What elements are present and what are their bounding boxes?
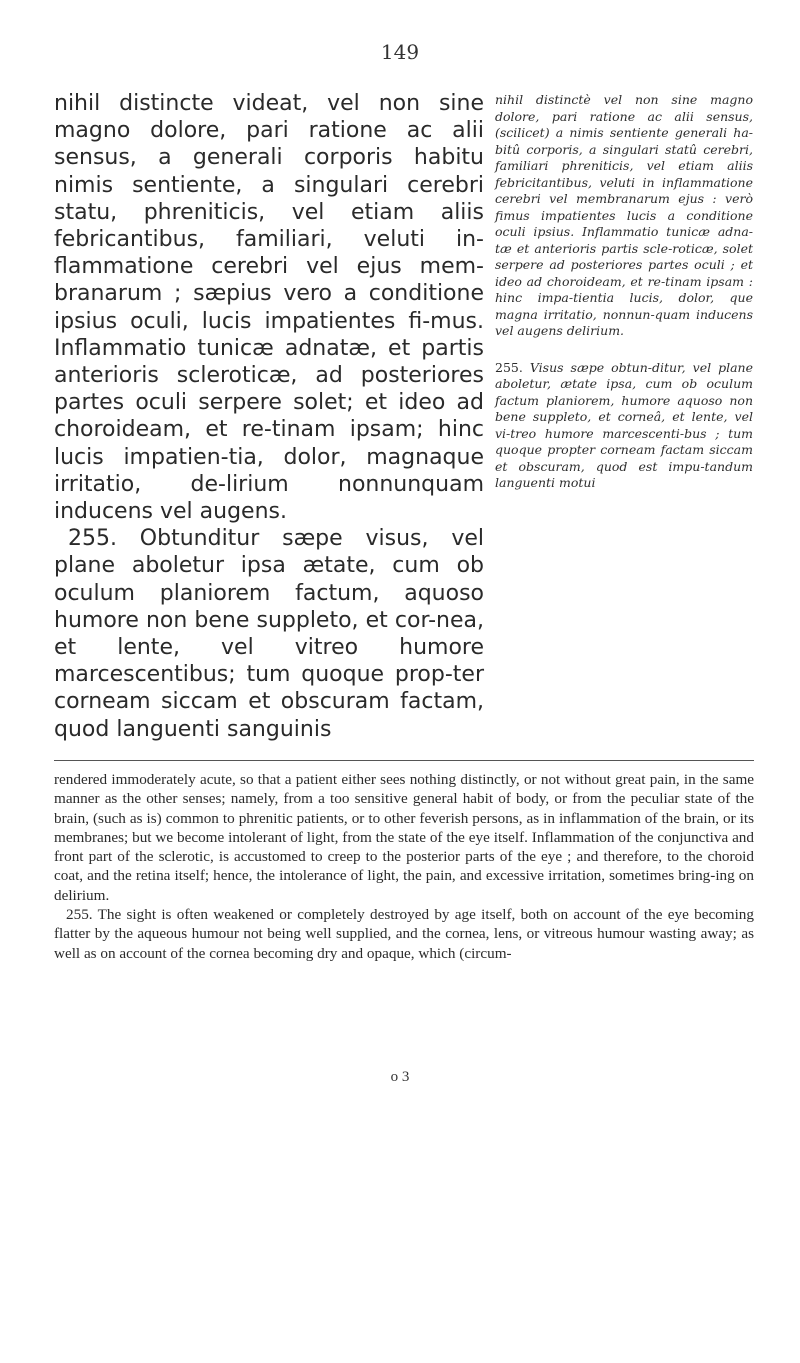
- translation-paragraph-1: rendered immoderately acute, so that a patient either sees nothing distinctly, or not without great pain, in the same manner as the other senses; namely, from a too sensitive general habit of body, or from the peculiar state of the brain, (such as is) common to phrenitic patients, or to other feverish persons, as in inflammation of the brain, or its membranes; but we become intolerant of light, from the state of the eye itself. Inflammation of the conjunctiva and front part of the sclerotic, is accustomed to creep to the posterior parts of the eye ; and therefore, to the choroid coat, and the retina itself; hence, the intolerance of light, the pain, and excessive irritation, sometimes bring-ing on delirium.: [54, 771, 754, 904]
- latin-ordo-column: [495, 92, 753, 492]
- page-number: 149: [380, 40, 420, 64]
- latin-paragraph-1: nihil distincte videat, vel non sine magno dolore, pari ratione ac alii sensus, a generali corporis habitu nimis sentiente, a singulari cerebri statu, phreniticis, vel etiam aliis febricantibus, familiari, veluti in-flammatione cerebri vel ejus mem-branarum ; sæpius vero a conditione ipsius oculi, lucis impatientes fi-mus. Inflammatio tunicæ adnatæ, et partis anterioris scleroticæ, ad posteriores partes oculi serpere solet; et ideo ad choroideam, et re-tinam ipsam; hinc lucis impatien-tia, dolor, magnaque irritatio, de-lirium nonnunquam inducens vel augens.: [54, 91, 484, 525]
- ordo-paragraph-1: nihil distinctè vel non sine magno dolore, pari ratione ac alii sensus, (scilicet) a nimis sentiente generali ha-bitû corporis, a singulari statû cerebri, familiari phreniticis, vel etiam aliis febricitantibus, veluti in inflammatione cerebri vel membranarum ejus : verò fimus impatientes lucis a conditione oculi ipsius. Inflammatio tunicæ adna-tæ et anterioris partis scle-roticæ, solet serpere ad posteriores partes oculi ; et ideo ad choroideam, et re-tinam ipsam : hinc impa-tientia lucis, dolor, que magna irritatio, nonnun-quam inducens vel augens delirium.: [495, 92, 753, 338]
- signature-mark: o 3: [390, 1069, 410, 1085]
- latin-paragraph-255: 255. Obtunditur sæpe visus, vel plane aboletur ipsa ætate, cum ob oculum planiorem factum, aquoso humore non bene suppleto, et cor-nea, et lente, vel vitreo humore marcescentibus; tum quoque prop-ter corneam siccam et obscuram factam, quod languenti sanguinis: [54, 526, 484, 742]
- latin-main-column: [54, 90, 484, 743]
- translation-paragraph-255: 255. The sight is often weakened or completely destroyed by age itself, both on account of the eye becoming flatter by the aqueous humour not being well supplied, and the cornea, lens, or vitreous humour wasting away; as well as on account of the cornea becoming dry and opaque, which (circum-: [54, 906, 754, 962]
- footnote-divider: [54, 760, 754, 761]
- ordo-paragraph-255-text: Visus sæpe obtun-ditur, vel plane aboletur, ætate ipsa, cum ob oculum factum planiorem, humore aquoso non bene suppleto, et corneâ, et lente, vel vi-treo humore marcescenti-bus ; tum quoque propter corneam factam siccam et obscuram, quod est impu-tandum languenti motui: [495, 359, 753, 490]
- english-translation: [54, 770, 754, 963]
- ordo-paragraph-number: 255.: [495, 359, 523, 375]
- ordo-paragraph-255: [495, 360, 753, 492]
